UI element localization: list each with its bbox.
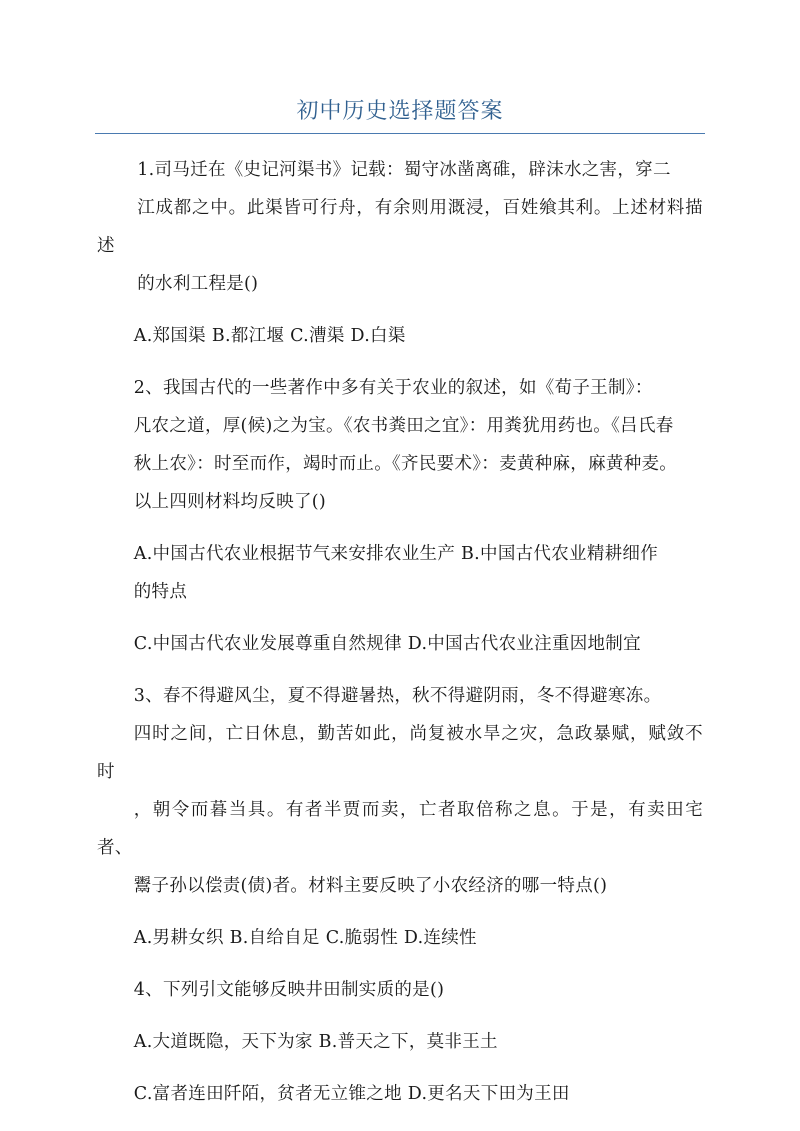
text-line: 3、春不得避风尘，夏不得避暑热，秋不得避阴雨，冬不得避寒冻。: [133, 686, 662, 706]
text-line: 的水利工程是(): [137, 274, 259, 294]
title-divider: [95, 133, 705, 134]
paragraph: [97, 535, 703, 611]
text-line: 1.司马迁在《史记河渠书》记载：蜀守冰凿离碓，辟沫水之害，穿二: [137, 160, 671, 180]
text-line: A.中国古代农业根据节气来安排农业生产 B.中国古代农业精耕细作: [133, 544, 659, 564]
paragraph: [97, 919, 703, 957]
text-line: ，朝令而暮当具。有者半贾而卖，亡者取倍称之息。于是，有卖田宅者、: [97, 800, 703, 858]
paragraph: [97, 625, 703, 663]
text-line: 凡农之道，厚(候)之为宝。《农书粪田之宜》：用粪犹用药也。《吕氏春: [133, 416, 674, 436]
paragraph: [97, 677, 703, 905]
document-body: [97, 151, 703, 1127]
paragraph: [97, 151, 703, 303]
text-line: 四时之间，亡日休息，勤苦如此，尚复被水旱之灾，急政暴赋，赋敛不时: [97, 724, 703, 782]
paragraph: [97, 369, 703, 521]
text-line: A.男耕女织 B.自给自足 C.脆弱性 D.连续性: [133, 928, 477, 948]
text-line: 江成都之中。此渠皆可行舟，有余则用溉浸，百姓飨其利。上述材料描述: [97, 198, 703, 256]
text-line: C.富者连田阡陌，贫者无立锥之地 D.更名天下田为王田: [133, 1084, 570, 1104]
paragraph: [97, 971, 703, 1009]
text-line: 以上四则材料均反映了(): [133, 492, 327, 512]
text-line: A.郑国渠 B.都江堰 C.漕渠 D.白渠: [133, 326, 406, 346]
text-line: C.中国古代农业发展尊重自然规律 D.中国古代农业注重因地制宜: [133, 634, 641, 654]
text-line: 的特点: [133, 582, 188, 602]
document-title: 初中历史选择题答案: [296, 99, 504, 124]
text-line: 4、下列引文能够反映井田制实质的是(): [133, 980, 445, 1000]
paragraph: [97, 1075, 703, 1113]
text-line: 2、我国古代的一些著作中多有关于农业的叙述，如《荀子王制》：: [133, 378, 653, 398]
text-line: A.大道既隐，天下为家 B.普天之下，莫非王土: [133, 1032, 498, 1052]
paragraph: [97, 317, 703, 355]
text-line: 秋上农》：时至而作，竭时而止。《齐民要术》：麦黄种麻，麻黄种麦。: [133, 454, 678, 474]
paragraph: [97, 1023, 703, 1061]
text-line: 鬻子孙以偿责(债)者。材料主要反映了小农经济的哪一特点(): [133, 876, 608, 896]
